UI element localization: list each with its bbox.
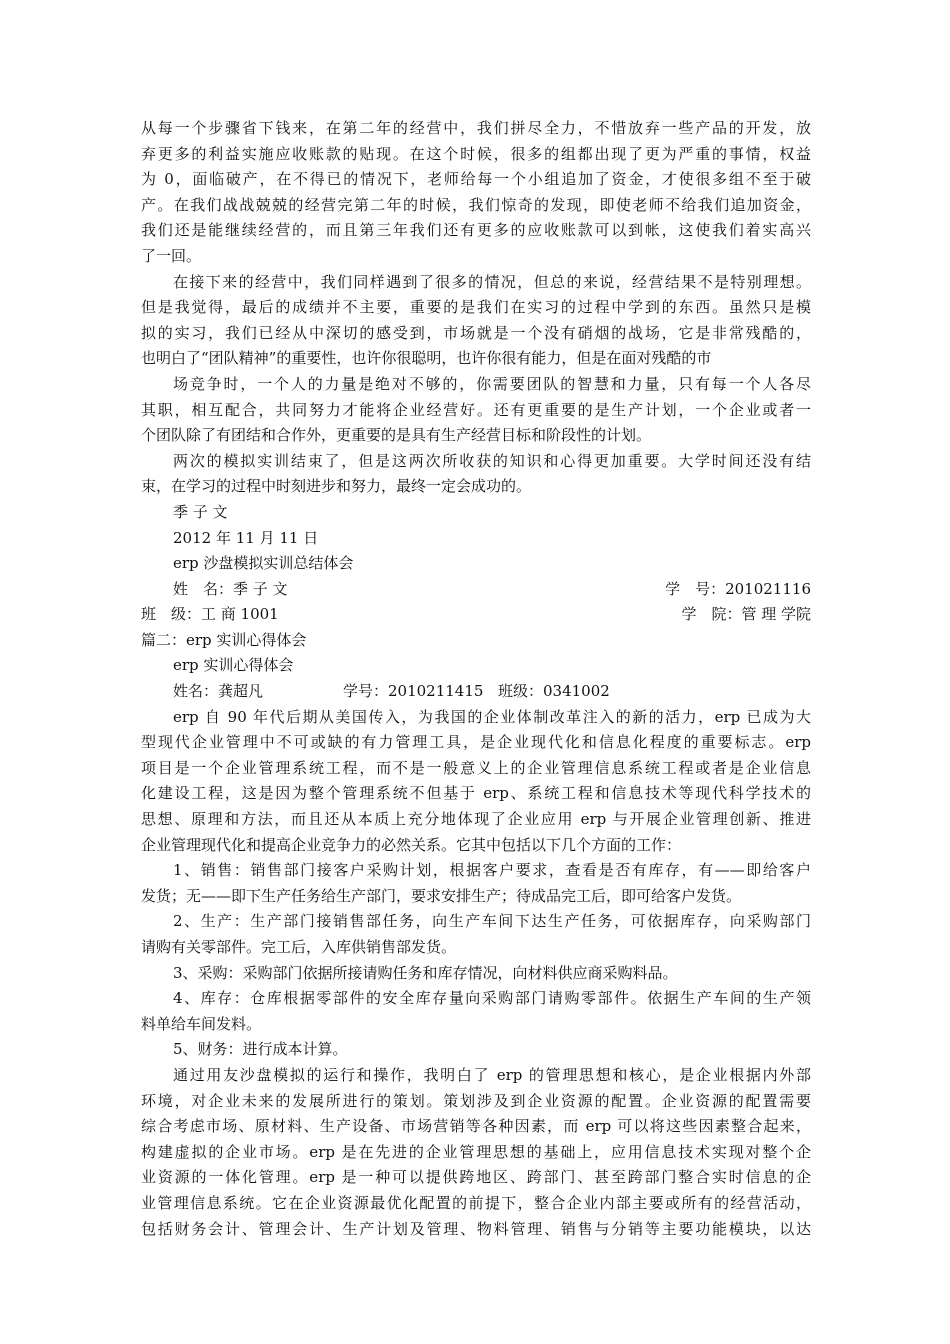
text-line: 企业管理现代化和提高企业竞争力的必然关系。它其中包括以下几个方面的工作： (141, 835, 682, 854)
text-line: 个团队除了有团结和合作外，更重要的是具有生产经营目标和阶段性的计划。 (141, 426, 652, 445)
text-line: 1、销售：销售部门接客户采购计划，根据客户要求，查看是否有库存，有——即给客户 (173, 861, 811, 880)
text-line: 思想、原理和方法，而且还从本质上充分地体现了企业应用 erp 与开展企业管理创新、推进 (141, 810, 811, 829)
text-line: 但是我觉得，最后的成绩并不主要，重要的是我们在实习的过程中学到的东西。虽然只是模 (141, 298, 811, 317)
text-line: 弃更多的利益实施应收账款的贴现。在这个时候，很多的组都出现了更为严重的事情，权益 (141, 144, 811, 163)
class-field: 班 级：工 商 1001 (141, 605, 279, 624)
text-line: 2、生产：生产部门接销售部任务，向生产车间下达生产任务，可依据库存，向采购部门 (173, 912, 811, 931)
text-line: 其职，相互配合，共同努力才能将企业经营好。还有更重要的是生产计划，一个企业或者一 (141, 400, 811, 419)
name-field: 姓 名：季 子 文 (173, 579, 288, 598)
text-line: 产。在我们战战兢兢的经营完第二年的时候，我们惊奇的发现，即使老师不给我们追加资金， (141, 195, 811, 214)
section-heading: 篇二：erp 实训心得体会 (141, 630, 307, 649)
text-line: 请购有关零部件。完工后，入库供销售部发货。 (141, 938, 457, 956)
signature-date: 2012 年 11 月 11 日 (173, 528, 319, 547)
text-line: 型现代企业管理中不可或缺的有力管理工具，是企业现代化和信息化程度的重要标志。erp (141, 733, 811, 752)
class-field: 班级：0341002 (498, 682, 610, 701)
text-line: 构建虚拟的企业市场。erp 是在先进的企业管理思想的基础上，应用信息技术实现对整个企 (141, 1142, 811, 1161)
text-line: 业资源的一体化管理。erp 是一种可以提供跨地区、跨部门、甚至跨部门整合实时信息的企 (141, 1168, 811, 1187)
text-line: 包括财务会计、管理会计、生产计划及管理、物料管理、销售与分销等主要功能模块，以达 (141, 1219, 811, 1238)
document-title-2: erp 实训心得体会 (173, 656, 294, 675)
text-line: 发货；无——即下生产任务给生产部门，要求安排生产；待成品完工后，即可给客户发货。 (141, 886, 742, 905)
text-line: 为 0，面临破产，在不得已的情况下，老师给每一个小组追加了资金，才使很多组不至于破 (141, 170, 811, 189)
text-line: 环境，对企业未来的发展所进行的策划。策划涉及到企业资源的配置。企业资源的配置需要 (141, 1091, 811, 1110)
text-line: 化建设工程，这是因为整个管理系统不但基于 erp、系统工程和信息技术等现代科学技术的 (141, 784, 811, 803)
text-line: 从每一个步骤省下钱来，在第二年的经营中，我们拼尽全力，不惜放弃一些产品的开发，放 (141, 119, 811, 137)
text-line: 5、财务：进行成本计算。 (173, 1040, 348, 1059)
text-line: 业管理信息系统。它在企业资源最优化配置的前提下，整合企业内部主要或所有的经营活动， (141, 1193, 811, 1212)
info-row-3 (141, 679, 811, 705)
text-line: 项目是一个企业管理系统工程，而不是一般意义上的企业管理信息系统工程或者是企业信息 (141, 758, 811, 777)
text-line: 两次的模拟实训结束了，但是这两次所收获的知识和心得更加重要。大学时间还没有结 (173, 451, 811, 470)
signature-name: 季 子 文 (173, 502, 228, 521)
document-page (141, 116, 811, 1242)
text-line: 我们还是能继续经营的，而且第三年我们还有更多的应收账款可以到帐，这使我们着实高兴 (141, 221, 811, 240)
college-field: 学 院：管 理 学院 (681, 605, 811, 624)
document-title-1: erp 沙盘模拟实训总结体会 (173, 554, 354, 573)
text-line: 通过用友沙盘模拟的运行和操作，我明白了 erp 的管理思想和核心，是企业根据内外部 (173, 1065, 811, 1084)
text-line: 4、库存：仓库根据零部件的安全库存量向采购部门请购零部件。依据生产车间的生产领 (173, 989, 811, 1008)
text-line: 料单给车间发料。 (141, 1014, 262, 1033)
info-row-1 (141, 577, 811, 603)
text-line: 也明白了“团队精神”的重要性，也许你很聪明，也许你很有能力，但是在面对残酷的市 (141, 349, 712, 368)
text-line: 了一回。 (141, 246, 202, 265)
student-id-field: 学 号：201021116 (665, 579, 811, 598)
student-id-field: 学号：2010211415 (343, 682, 484, 701)
text-line: 拟的实习，我们已经从中深切的感受到，市场就是一个没有硝烟的战场，它是非常残酷的， (141, 323, 811, 342)
text-line: 束，在学习的过程中时刻进步和努力，最终一定会成功的。 (141, 477, 532, 496)
text-line: 场竞争时，一个人的力量是绝对不够的，你需要团队的智慧和力量，只有每一个人各尽 (173, 374, 811, 393)
name-field: 姓名：龚超凡 (173, 682, 264, 701)
text-line: 综合考虑市场、原材料、生产设备、市场营销等各种因素，而 erp 可以将这些因素整合起来， (141, 1117, 811, 1136)
info-row-2 (141, 602, 811, 628)
text-line: 在接下来的经营中，我们同样遇到了很多的情况，但总的来说，经营结果不是特别理想。 (173, 272, 811, 291)
text-line: 3、采购：采购部门依据所接请购任务和库存情况，向材料供应商采购料品。 (173, 963, 678, 982)
text-line: erp 自 90 年代后期从美国传入，为我国的企业体制改革注入的新的活力，erp 已成为大 (173, 707, 811, 726)
